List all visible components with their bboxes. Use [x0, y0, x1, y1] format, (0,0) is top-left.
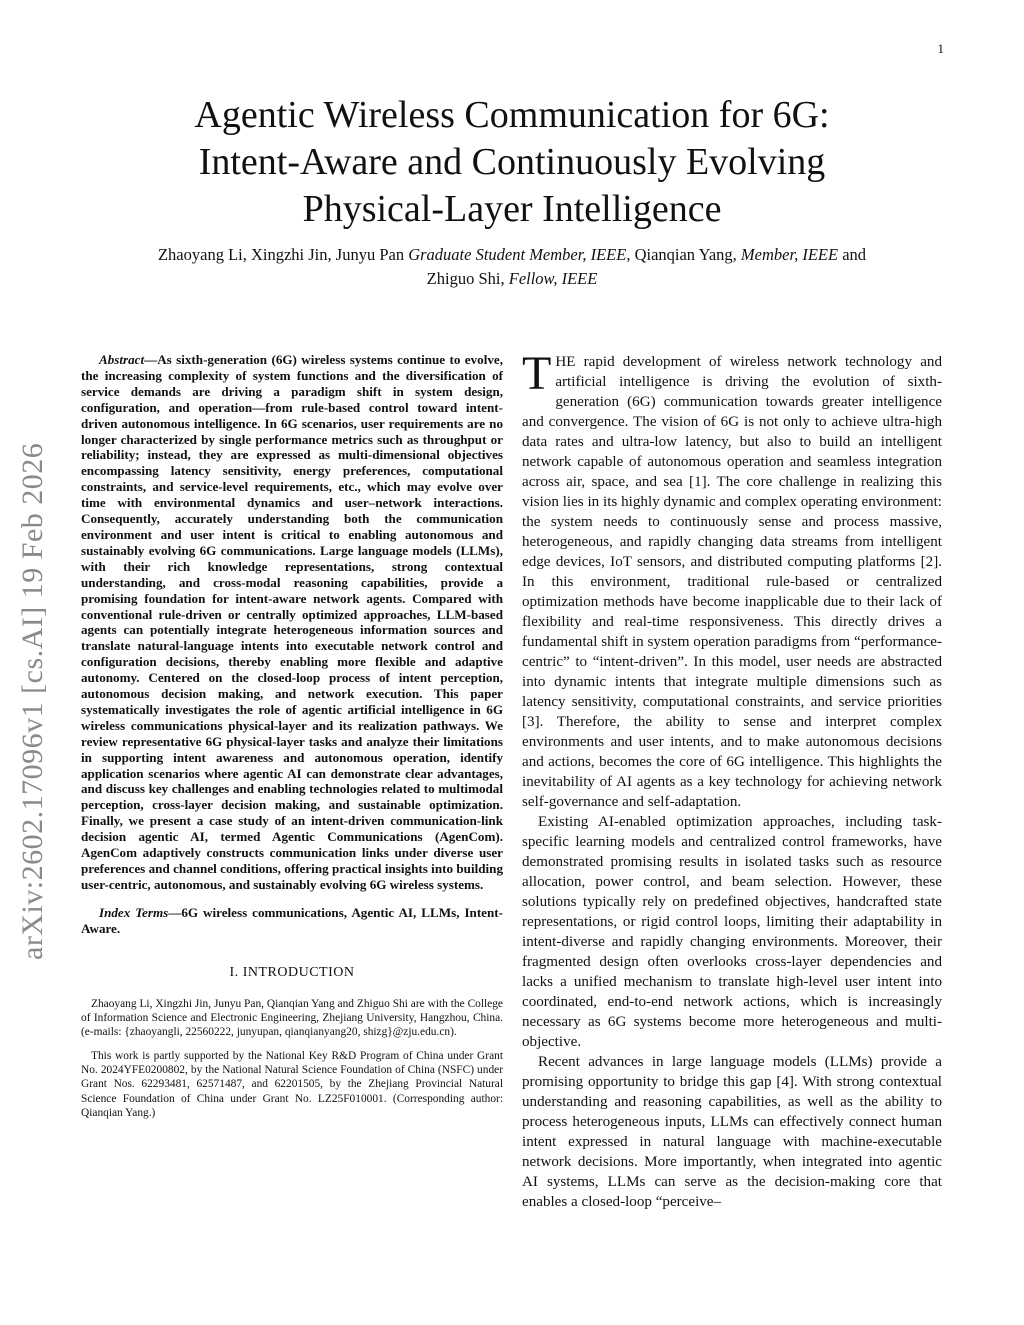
author-role: Member, IEEE [740, 245, 839, 264]
footnote-funding: This work is partly supported by the National Key R&D Program of China under Grant No. 2024YFE0200802, by the National Natural Science Foundation of China (NSFC) under Grant Nos. 62293481, 62571487, and 62201505, by the Zhejiang Provincial Natural Science Foundation of China under Grant No. LZ25F010001. (Corresponding author: Qianqian Yang.) [81, 1049, 503, 1119]
title-line: Physical-Layer Intelligence [302, 188, 722, 230]
abstract-label: Abstract [99, 352, 145, 367]
arxiv-identifier: arXiv:2602.17096v1 [cs.AI] 19 Feb 2026 [16, 442, 49, 960]
index-terms-text: —6G wireless communications, Agentic AI, LLMs, Intent-Aware. [81, 904, 503, 936]
section-title-rest: NTRODUCTION [247, 964, 355, 980]
author-names: , Qianqian Yang, [626, 245, 737, 264]
section-number: I. [229, 964, 239, 980]
first-word-rest: HE [555, 354, 576, 370]
intro-paragraph: Existing AI-enabled optimization approaches, including task-specific learning models and centralized control frameworks, have demonstrated promising results in isolated tasks such as resource allocation, power control, and beam selection. However, these solutions typically rely on predefined objectives, handcrafted state representations, or rigid control loops, limiting their adaptability in intent-diverse and rapidly changing environments. Moreover, their fragmented design often overlooks cross-layer dependencies and lacks a unified mechanism to translate high-level user intent into coordinated, end-to-end network actions, which is increasingly necessary as 6G systems become more heterogeneous and multi-objective. [522, 814, 942, 1050]
author-role: Fellow, IEEE [508, 269, 598, 288]
page-number: 1 [937, 41, 944, 56]
left-column [81, 352, 503, 1129]
right-column [522, 347, 942, 1212]
section-heading [81, 965, 503, 981]
author-role: Graduate Student Member, IEEE [408, 245, 627, 264]
author-names: Zhiguo Shi, [426, 269, 505, 288]
paper-title [60, 92, 964, 233]
intro-paragraph: Recent advances in large language models (LLMs) provide a promising opportunity to bridge this gap [4]. With strong contextual understanding and reasoning capabilities, as well as the ability to process heterogeneous inputs, LLMs can effectively connect human intent expressed in natural language with machine-executable network decisions. More importantly, when integrated into agentic AI systems, LLMs can serve as the decision-making core that enables a closed-loop “perceive– [522, 1054, 942, 1210]
section-title-initial: I [242, 964, 248, 980]
index-terms-label: Index Terms [99, 904, 169, 920]
index-terms [81, 905, 503, 937]
intro-paragraph-text: rapid development of wireless network technology and artificial intelligence is driving the evolution of sixth-generation (6G) communication towards greater intelligence and convergence. The vision of 6G is not only to achieve ultra-high data rates and ultra-low latency, but also to build an intelligent network capable of autonomous operation and seamless integration across air, space, and sea [1]. The core challenge in realizing this vision lies in its highly dynamic and complex operating environment: the system needs to continuously sense and process massive, heterogeneous, and rapidly changing data streams from intelligent edge devices, IoT sensors, and distributed computing platforms [2]. In this environment, traditional rule-based or centralized optimization methods have become inapplicable due to their lack of flexibility and real-time responsiveness. This directly drives a fundamental shift in system operation paradigms from “performance-centric” to “intent-driven”. In this model, user needs are abstracted into dynamic intents that integrate multiple dimensions such as latency sensitivity, computational constraints, and service priorities [3]. Therefore, the ability to sense and interpret complex environments and user intents, and to make autonomous decisions and actions, becomes the core of 6G intelligence. This highlights the inevitability of AI agents as a key technology for achieving network self-governance and self-adaptation. [522, 354, 942, 810]
author-joiner: and [842, 245, 867, 264]
abstract-text: —As sixth-generation (6G) wireless systems continue to evolve, the increasing complexity of system functions and the diversification of service demands are driving a paradigm shift in system design, configuration, and operation—from rule-based control toward intent-driven autonomous intelligence. In 6G scenarios, user requirements are no longer characterized by single performance metrics such as throughput or reliability; instead, they are expressed as multi-dimensional objectives encompassing latency sensitivity, energy preferences, computational constraints, and service-level requirements, etc., which may evolve over time with environmental dynamics and user–network interactions. Consequently, accurately understanding both the communication environment and user intent is critical to enabling autonomous and sustainably evolving 6G communications. Large language models (LLMs), with their rich knowledge representations, strong contextual understanding, and cross-modal reasoning capabilities, provide a promising foundation for intent-aware network agents. Compared with conventional rule-driven or centrally optimized approaches, LLM-based agents can potentially integrate heterogeneous information sources and translate natural-language intents into executable network control and configuration decisions, thereby enabling more flexible and adaptive autonomy. Centered on the closed-loop process of intent perception, autonomous decision making, and network execution. This paper systematically investigates the role of agentic artificial intelligence in 6G wireless communications physical-layer and its realization pathways. We review representative 6G physical-layer tasks and analyze their limitations in supporting intent awareness and autonomous operation, identify application scenarios where agentic AI can demonstrate clear advantages, and discuss key challenges and enabling technologies related to multimodal perception, cross-layer decision making, and sustainable optimization. Finally, we present a case study of an intent-driven communication-link decision agentic AI, termed Agentic Communications (AgenCom). AgenCom adaptively constructs communication links under diverse user preferences and channel conditions, offering practical insights into building user-centric, autonomous, and sustainably evolving 6G wireless systems. [81, 352, 503, 892]
author-list [70, 243, 954, 291]
title-line: Intent-Aware and Continuously Evolving [198, 141, 826, 183]
title-line: Agentic Wireless Communication for 6G: [194, 94, 830, 136]
drop-cap: T [522, 347, 552, 400]
author-names: Zhaoyang Li, Xingzhi Jin, Junyu Pan [157, 245, 405, 264]
abstract [81, 352, 503, 893]
footnote-affiliation: Zhaoyang Li, Xingzhi Jin, Junyu Pan, Qianqian Yang and Zhiguo Shi are with the College of Information Science and Electronic Engineering, Zhejiang University, Hangzhou, China. (e-mails: {zhaoyangli, 22560222, junyupan, qianqianyang20, shizg}@zju.edu.cn). [81, 997, 503, 1039]
intro-paragraph [522, 347, 942, 812]
